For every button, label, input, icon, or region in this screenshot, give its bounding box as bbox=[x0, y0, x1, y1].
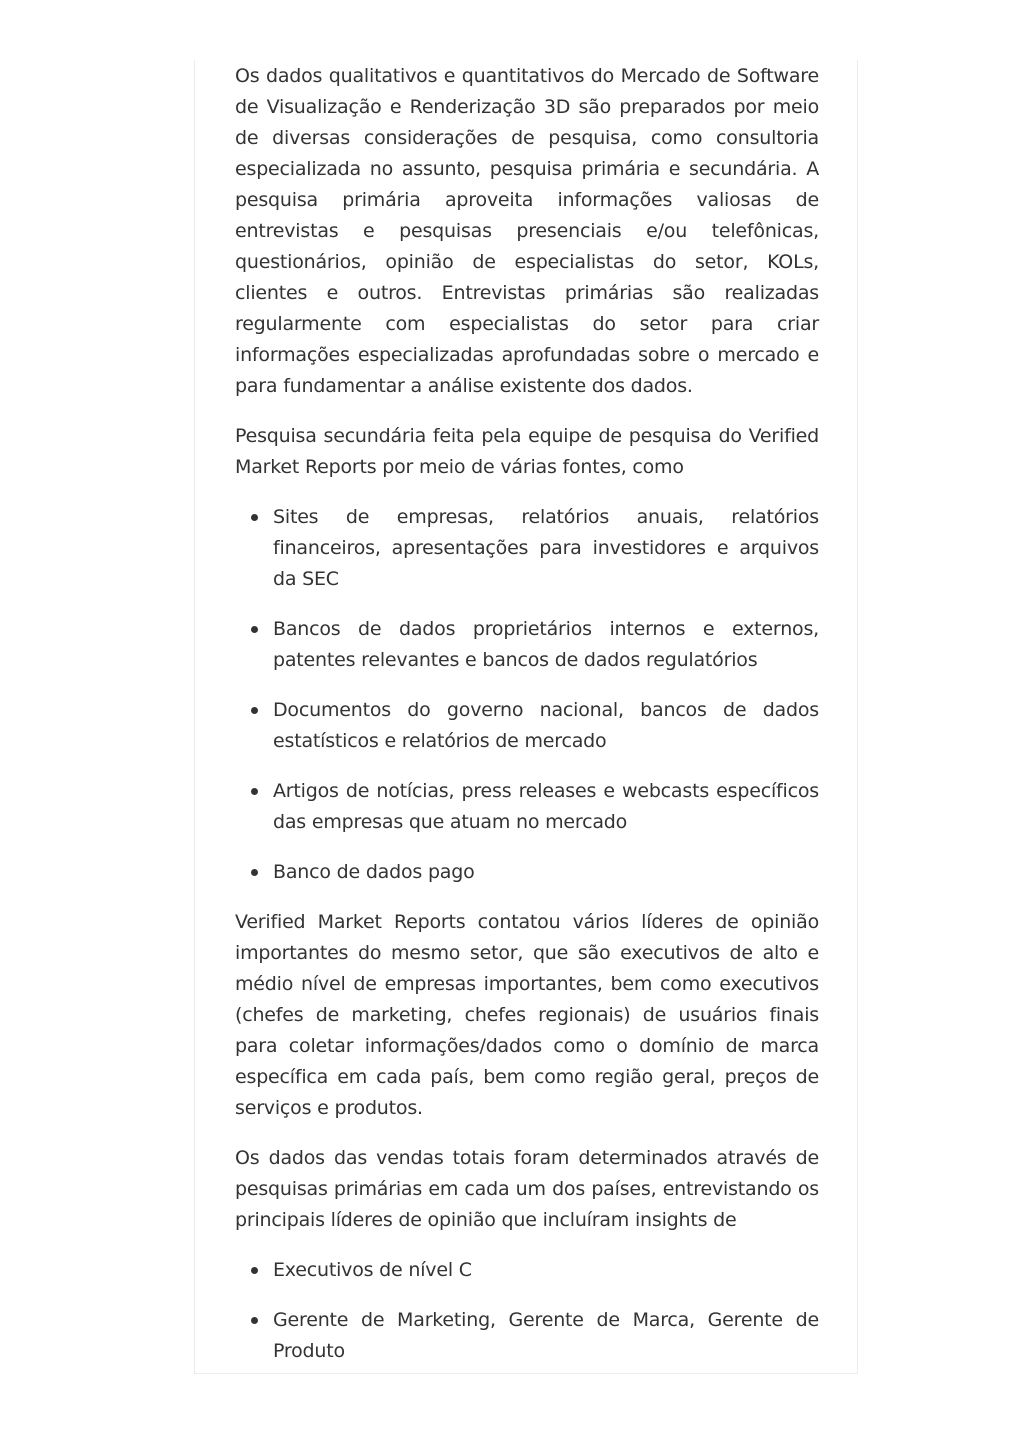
paragraph-total-sales: Os dados das vendas totais foram determinados através de pesquisas primárias em cada um dos países, entrevistando os principais líderes de opinião que incluíram insights de bbox=[235, 1147, 819, 1231]
list-item: Bancos de dados proprietários internos e externos, patentes relevantes e bancos de dados regulatórios bbox=[273, 614, 819, 676]
list-item: Artigos de notícias, press releases e webcasts específicos das empresas que atuam no mercado bbox=[273, 776, 819, 838]
paragraph-methodology: Os dados qualitativos e quantitativos do Mercado de Software de Visualização e Renderização 3D são preparados por meio de diversas considerações de pesquisa, como consultoria especializada no assunto, pesquisa primária e secundária. A pesquisa primária aproveita informações valiosas de entrevistas e pesquisas presenciais e/ou telefônicas, questionários, opinião de especialistas do setor, KOLs, clientes e outros. Entrevistas primárias são realizadas regularmente com especialistas do setor para criar informações especializadas aprofundadas sobre o mercado e para fundamentar a análise existente dos dados. bbox=[235, 65, 819, 397]
list-item: Sites de empresas, relatórios anuais, relatórios financeiros, apresentações para investidores e arquivos da SEC bbox=[273, 502, 819, 595]
paragraph-secondary-research: Pesquisa secundária feita pela equipe de pesquisa do Verified Market Reports por meio de várias fontes, como bbox=[235, 425, 819, 478]
list-item: Banco de dados pago bbox=[273, 857, 819, 888]
insights-list bbox=[235, 1255, 819, 1367]
content-card bbox=[194, 60, 858, 1374]
sources-list bbox=[235, 502, 819, 888]
paragraph-opinion-leaders: Verified Market Reports contatou vários líderes de opinião importantes do mesmo setor, que são executivos de alto e médio nível de empresas importantes, bem como executivos (chefes de marketing, chefes regionais) de usuários finais para coletar informações/dados como o domínio de marca específica em cada país, bem como região geral, preços de serviços e produtos. bbox=[235, 911, 819, 1119]
list-item: Gerente de Marketing, Gerente de Marca, Gerente de Produto bbox=[273, 1305, 819, 1367]
article-body bbox=[235, 61, 819, 1386]
list-item: Executivos de nível C bbox=[273, 1255, 819, 1286]
list-item: Documentos do governo nacional, bancos de dados estatísticos e relatórios de mercado bbox=[273, 695, 819, 757]
